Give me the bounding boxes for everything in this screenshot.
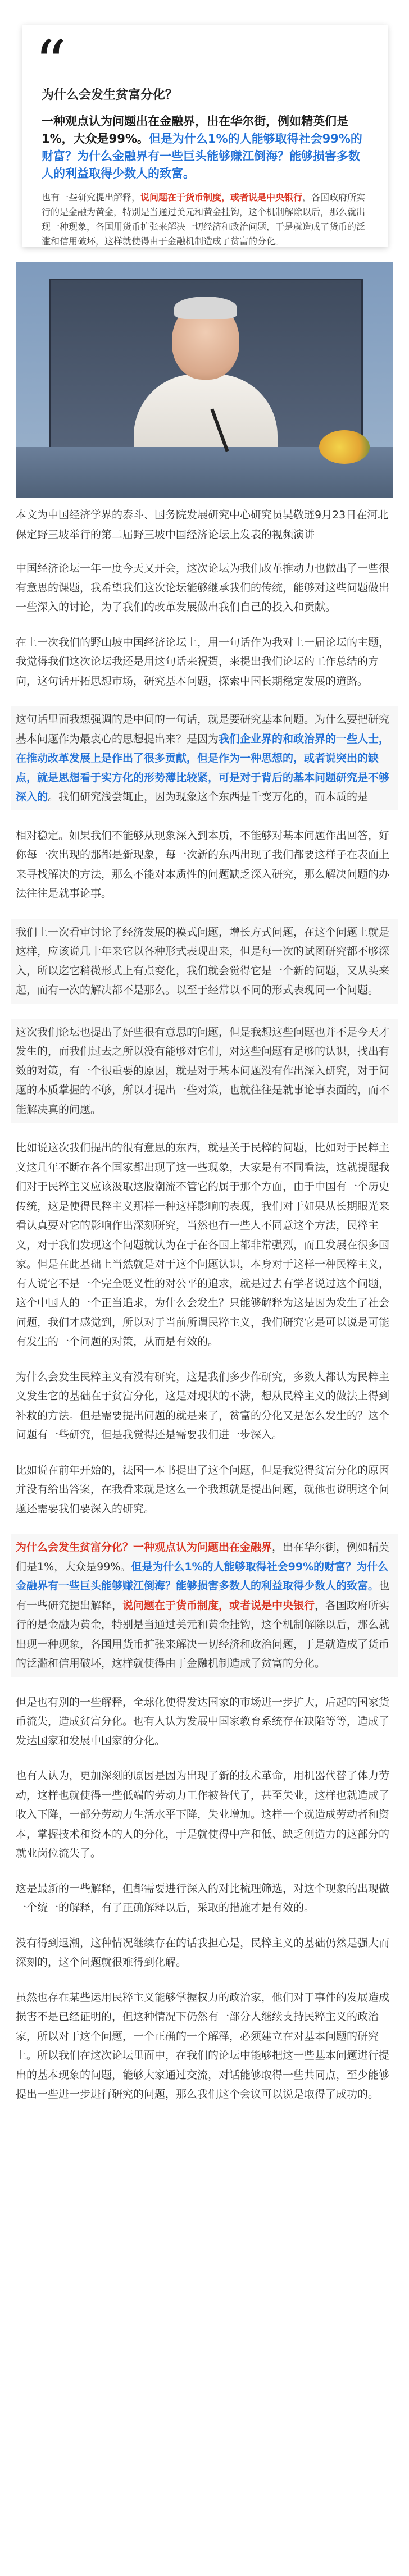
paragraph-15: 虽然也存在某些运用民粹主义能够掌握权力的政治家，他们对于事件的发展造成损害不是已经证明的，但这种情况下仍然有一部分人继续支持民粹主义的政治家，所以对于这个问题，一个正确的一个解释，必须建立在对基本问题的研究上。所以我们在这次论坛里面中，在我们的论坛中能够把这一些基本问题进行提出的基本现象的问题，能够大家通过交流，对话能够取得一些共同点，至少能够提出一些进一步进行研究的问题，那么我们这个会议可以说是取得了成功的。	[16, 1991, 390, 2100]
flowers-decoration	[319, 430, 370, 464]
intro-highlight-card	[22, 25, 388, 247]
paragraph-7: 比如说这次我们提出的很有意思的东西，就是关于民粹的问题，比如对于民粹主义这几年不断在各个国家都出现了这一些现象，大家是有不同看法，这就提醒我们对于民粹主义应该汲取这股潮流不管它的属于那个方面，由于中国有一个历史传统，这是使得民粹主义那样一种这样影响的表现，我们对于如果从长期眼光来看认真要对它的影响作出深刻研究，当然也有一些人不同意这个方法，民粹主义，对于我们发现这个问题就认为在于在各国上都非常强烈，而且发展在很多国家。但是在此基础上当然就是对于这个问题认识，本身对于这样一种民粹主义，有人说它不是一个完全贬义性的对公平的追求，就是过去有学者说过这个问题，这个中国人的一个正当追求，为什么会发生？只能够解释为这是因为发生了社会问题，我们才感觉到，所以对于当前所谓民粹主义，我们研究它是可以说是可能有发生的一个问题的对策，从而是有效的。	[16, 1142, 390, 1348]
intro-paragraph	[42, 190, 369, 249]
intro-title: 为什么会发生贫富分化？	[42, 88, 178, 102]
p10-text-a: ，出在华尔街，例如精英们是1%，大众是99%。	[16, 1541, 390, 1573]
intro-lead-question: 但是为什么1%的人能够取得社会99%的财富？为什么金融界有一些巨头能够赚江倒海？能够损害多数人的利益取得少数人的致富。	[42, 132, 362, 180]
paragraph-2: 在上一次我们的野山坡中国经济论坛上，用一句话作为我对上一届论坛的主题，我觉得我们这次论坛我还是用这句话来祝贺，来提出我们论坛的工作总结的方向，这句话开拓思想市场，研究基本问题，探索中国长期稳定发展的道路。	[16, 636, 390, 687]
paragraph-14: 没有得到退潮，这种情况继续存在的话我担心是，民粹主义的基础仍然是强大而深刻的，这个问题就很难得到化解。	[16, 1936, 390, 1968]
p3-text-a: 这句话里面我想强调的是中间的一句话，就是要研究基本问题。为什么要把研究基本问题作为最衷心的思想提出来？是因为	[16, 713, 390, 745]
quote-mark-icon: “	[35, 27, 67, 99]
paragraph-5: 我们上一次看审讨论了经济发展的模式问题，增长方式问题，在这个问题上就是这样，应该说几十年来它以各种形式表现出来，但是每一次的试图研究都不够深入，所以迄它稍微形式上有点变化，我们就会觉得它是一个新的问题，又从头来起，而有一次的解决都不是那么。以至于经常以不同的形式表现同一个问题。	[11, 919, 398, 1004]
paragraph-13: 这是最新的一些解释，但都需要进行深入的对比梳理筛选，对这个现象的出现做一个统一的解释，有了正确解释以后，采取的措施才是有效的。	[16, 1882, 390, 1914]
p10-highlight-3: 说问题在于货币制度，或者说是中央银行	[122, 1599, 315, 1612]
p3-highlight: 我们企业界的和政治界的一些人士，在推动改革发展上是作出了很多贡献，但是作为一种思想的，或者说突出的缺点，就是思想看于实方化的形势薄比较紧，可是对于背后的基本问题研究是不够深入的	[16, 732, 390, 803]
speaker-photo	[16, 262, 393, 498]
intro-para-highlight: 说问题在于货币制度，或者说是中央银行	[140, 192, 303, 203]
p10-text-b: 也有一些研究提出解释，	[16, 1580, 390, 1612]
p10-text-c: ，各国政府所实行的是金融为黄金，特别是当通过美元和黄金挂钩，这个机制解除以后，那么就出现一种现象，各国用货币扩张来解决一切经济和政治问题，于是就造成了货币的泛滥和信用破坏，这样就使得由于金融机制造成了贫富的分化。	[16, 1599, 390, 1670]
paragraph-3	[11, 706, 398, 810]
paragraph-9: 比如说在前年开始的，法国一本书提出了这个问题，但是我觉得贫富分化的原因并没有给出答案，在我看来就是这么一个我想就是提出问题，就他也说明这个问题还需要我们要深入的研究。	[16, 1463, 390, 1515]
intro-para-prefix: 也有一些研究提出解释，	[42, 192, 141, 203]
intro-lead-prefix: 一种观点认为问题出在金融界，出在华尔街，例如精英们是1%，大众是99%。	[42, 115, 348, 145]
intro-para-suffix: ，各国政府所实行的是金融为黄金，特别是当通过美元和黄金挂钩，这个机制解除以后，那么就出现一种现象，各国用货币扩张来解决一切经济和政治问题，于是就造成了货币的泛滥和信用破坏，这样就使得由于金融机制造成了贫富的分化。	[42, 192, 366, 247]
p10-highlight-2: 但是为什么1%的人能够取得社会99%的财富？为什么金融界有一些巨头能够赚江倒海？能够损害多数人的利益取得少数人的致富。	[16, 1560, 389, 1592]
paragraph-11: 但是也有别的一些解释，全球化使得发达国家的市场进一步扩大，后起的国家货币流失，造成贫富分化。也有人认为发展中国家教育系统存在缺陷等等，造成了发达国家和发展中国家的分化。	[16, 1695, 390, 1747]
speaker-hair	[174, 297, 237, 319]
article-body	[16, 505, 393, 2120]
intro-lead	[42, 113, 369, 183]
paragraph-6: 这次我们论坛也提出了好些很有意思的问题，但是我想这些问题也并不是今天才发生的，而我们过去之所以没有能够对它们，对这些问题有足够的认识，找出有效的对策，有一个很重要的原因，就是对于基本问题没有作出深入研究，对于问题的本质掌握的不够，所以才提出一些对策，也就往往是就事论事表面的，而不能解决真的问题。	[11, 1019, 398, 1123]
article-caption: 本文为中国经济学界的泰斗、国务院发展研究中心研究员吴敬琏9月23日在河北保定野三坡举行的第二届野三坡中国经济论坛上发表的视频演讲	[16, 509, 389, 541]
paragraph-12: 也有人认为，更加深刻的原因是因为出现了新的技术革命，用机器代替了体力劳动，这样也就使得一些低端的劳动力工作被替代了，甚至失业，这样也就造成了收入下降，一部分劳动力生活水平下降，失业增加。这样一个就造成劳动者和资本，掌握技术和资本的人的分化，于是就使得中产和低、缺乏创造力的这部分的就业岗位流失了。	[16, 1770, 390, 1859]
p3-text-b: 。我们研究浅尝辄止，因为现象这个东西是千变万化的，而本质的是	[48, 791, 369, 803]
paragraph-1: 中国经济论坛一年一度今天又开会，这次论坛为我们改革推动力也做出了一些很有意思的课题，我希望我们这次论坛能够继承我们的传统，能够对这些问题做出一些深入的讨论，为了我们的改革发展做出我们自己的投入和贡献。	[16, 562, 390, 613]
paragraph-8: 为什么会发生民粹主义有没有研究，这是我们多少作研究，多数人都认为民粹主义发生它的基础在于贫富分化，这是对现状的不满，想从民粹主义的做法上得到补救的方法。但是需要提出问题的就是来了，贫富的分化又是怎么发生的？这个问题有一些研究，但是我觉得还是需要我们进一步深入。	[16, 1370, 390, 1441]
p10-highlight-1: 为什么会发生贫富分化？一种观点认为问题出在金融界	[16, 1541, 272, 1553]
paragraph-4: 相对稳定。如果我们不能够从现象深入到本质，不能够对基本问题作出回答，好你每一次出现的那都是新现象，每一次新的东西出现了我们都要这样子在表面上来寻找解决的方法，那么不能对本质性的问题缺乏深入研究，那么解决问题的办法往往是就事论事。	[16, 829, 390, 900]
paragraph-10	[11, 1534, 398, 1677]
